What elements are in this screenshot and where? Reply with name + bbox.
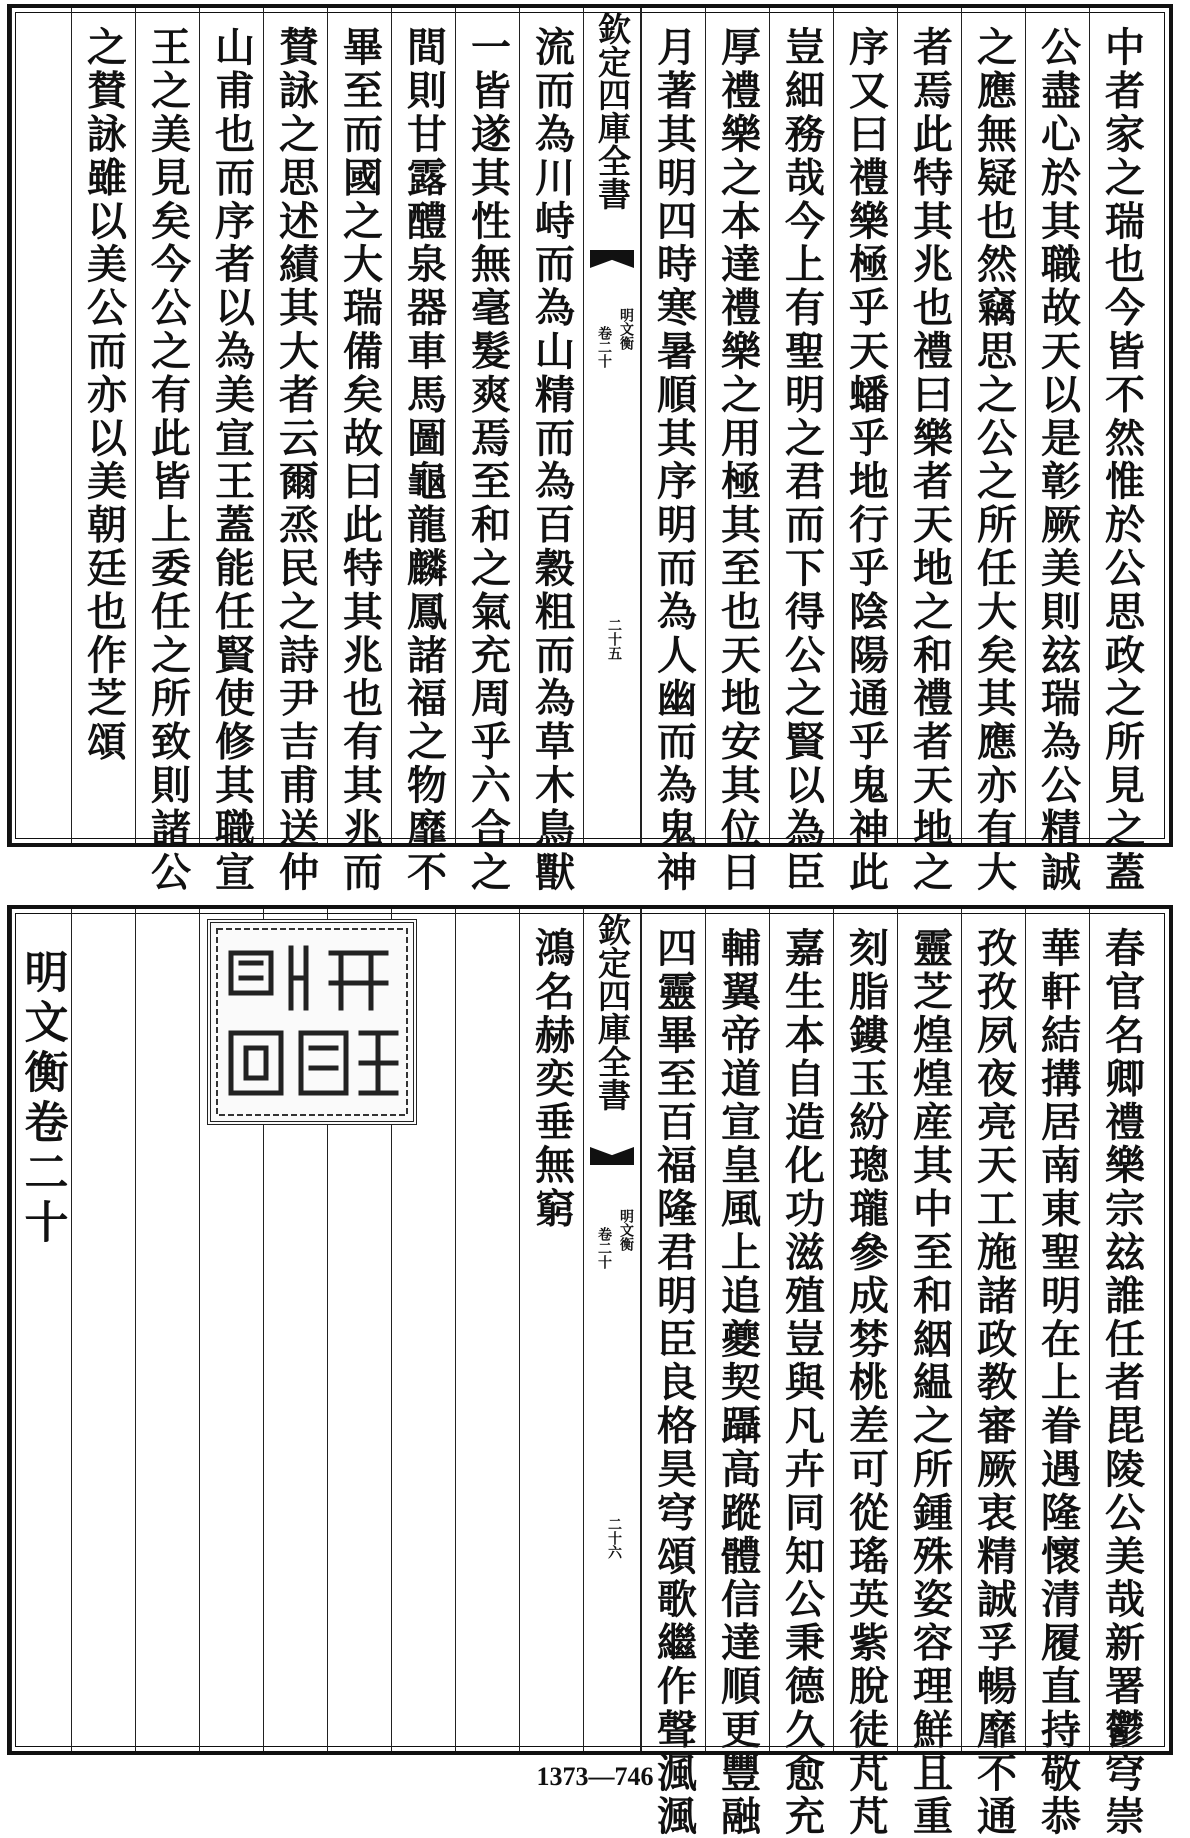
text-column (897, 909, 961, 1838)
text-column (199, 8, 263, 894)
end-title-column (11, 909, 71, 1751)
end-title: 明文衡卷二十 (16, 949, 68, 1249)
column-text: 者焉此特其兆也禮曰樂者天地之和禮者天地之 (906, 26, 954, 894)
column-text: 靈芝煌煌産其中至和絪緼之所鍾殊姿容理鮮且重 (906, 927, 954, 1838)
text-column (391, 8, 455, 894)
column-text: 孜孜夙夜亮天工施諸政教審厥衷精誠孚暢靡不通 (970, 927, 1018, 1838)
column-text: 畢至而國之大瑞備矣故曰此特其兆也有其兆而 (336, 26, 384, 894)
text-column (961, 8, 1025, 894)
text-column-empty (71, 909, 135, 1751)
text-column (455, 8, 519, 894)
column-text: 嘉生本自造化功滋殖豈與凡卉同知公秉德久愈充 (778, 927, 826, 1838)
text-column (519, 909, 583, 1751)
column-text: 華軒結搆居南東聖明在上眷遇隆懷清履直持敬恭 (1034, 927, 1082, 1838)
text-column (1025, 909, 1089, 1838)
column-text: 春官名卿禮樂宗玆誰任者毘陵公美哉新署鬱穹崇 (1098, 927, 1146, 1838)
book-title: 明文衡 (618, 308, 634, 350)
text-column (1089, 8, 1153, 894)
text-column (263, 8, 327, 894)
column-text: 公盡心於其職故天以是彰厥美則玆瑞為公精誠 (1034, 26, 1082, 894)
text-column (833, 909, 897, 1838)
text-column (519, 8, 583, 894)
column-text: 序又曰禮樂極乎天蟠乎地行乎陰陽通乎鬼神此 (842, 26, 890, 894)
column-text: 王之美見矣今公之有此皆上委任之所致則諸公 (144, 26, 192, 894)
text-column-empty (455, 909, 519, 1751)
center-gutter (583, 8, 641, 843)
series-title: 欽定四庫全書 (593, 12, 632, 210)
center-gutter (583, 909, 641, 1751)
column-text: 流而為川峙而為山精而為百穀粗而為草木鳥獸 (528, 26, 576, 894)
text-column (1089, 909, 1153, 1838)
column-text: 之應無疑也然竊思之公之所任大矣其應亦有大 (970, 26, 1018, 894)
column-text: 一皆遂其性無毫髮爽焉至和之氣充周乎六合之 (464, 26, 512, 894)
column-text: 四靈畢至百福隆君明臣良格昊穹頌歌繼作聲渢渢 (650, 927, 698, 1838)
text-column (961, 909, 1025, 1838)
text-column (1025, 8, 1089, 894)
column-text: 中者家之瑞也今皆不然惟於公思政之所見之蓋 (1098, 26, 1146, 894)
text-column (71, 8, 135, 843)
text-column-empty (135, 909, 199, 1751)
column-text: 厚禮樂之本達禮樂之用極其至也天地安其位日 (714, 26, 762, 894)
column-text: 間則甘露醴泉器車馬圖龜龍麟鳳諸福之物靡不 (400, 26, 448, 894)
folio-number: 二十六 (606, 1517, 622, 1559)
book-title: 明文衡 (618, 1209, 634, 1251)
fish-tail-mark (590, 250, 634, 268)
seal-pattern (211, 923, 413, 1121)
volume-label: 卷二十 (596, 1227, 612, 1269)
top-page-frame (7, 4, 1173, 894)
text-column (705, 8, 769, 894)
seal-stamp (207, 919, 417, 1125)
column-text: 月著其明四時寒暑順其序明而為人幽而為鬼神 (650, 26, 698, 894)
text-column (641, 909, 705, 1838)
folio-number: 二十五 (606, 618, 622, 660)
fish-tail-mark (590, 1147, 634, 1165)
column-text: 賛詠之思述績其大者云爾烝民之詩尹吉甫送仲 (272, 26, 320, 894)
text-column-empty (11, 8, 71, 843)
column-text: 鴻名赫奕垂無窮 (528, 927, 576, 1231)
volume-label: 卷二十 (596, 326, 612, 368)
page-footer-number: 1373—746 (536, 1762, 654, 1791)
column-text: 之賛詠雖以美公而亦以美朝廷也作芝頌 (80, 26, 128, 764)
column-text: 豈細務哉今上有聖明之君而下得公之賢以為臣 (778, 26, 826, 894)
text-column (135, 8, 199, 894)
column-text: 山甫也而序者以為美宣王蓋能任賢使修其職宣 (208, 26, 256, 894)
series-title: 欽定四庫全書 (593, 913, 632, 1111)
text-column (769, 8, 833, 894)
text-column (327, 8, 391, 894)
text-column (705, 909, 769, 1838)
column-text: 刻脂鏤玉紛璁瓏參成棼桃差可從瑤英紫脫徒芃芃 (842, 927, 890, 1838)
text-column (641, 8, 705, 894)
text-column (897, 8, 961, 894)
text-column (769, 909, 833, 1838)
text-column (833, 8, 897, 894)
column-text: 輔翼帝道宣皇風上追夔契躡高蹤體信達順更豐融 (714, 927, 762, 1838)
